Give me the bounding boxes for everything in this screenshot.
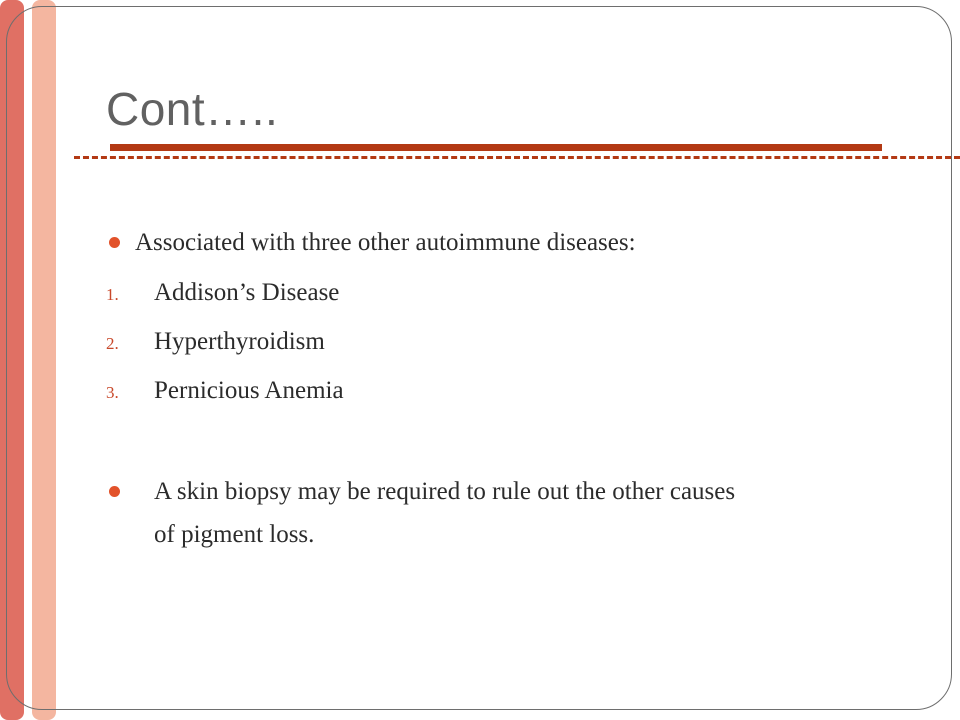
- list-number-1: 1.: [106, 285, 119, 304]
- biopsy-bullet-line-2: of pigment loss.: [154, 521, 315, 548]
- disease-item-1: Addison’s Disease: [154, 279, 340, 306]
- bullet-icon: [109, 237, 120, 248]
- slide-title: Cont…..: [106, 83, 279, 135]
- disease-item-2: Hyperthyroidism: [154, 328, 325, 355]
- list-number-3: 3.: [106, 383, 119, 402]
- disease-item-3: Pernicious Anemia: [154, 377, 344, 404]
- bullet-icon: [109, 486, 120, 497]
- list-number-2: 2.: [106, 334, 119, 353]
- biopsy-bullet-line-1: A skin biopsy may be required to rule out the other causes: [154, 478, 736, 505]
- intro-bullet-text: Associated with three other autoimmune diseases:: [135, 229, 636, 256]
